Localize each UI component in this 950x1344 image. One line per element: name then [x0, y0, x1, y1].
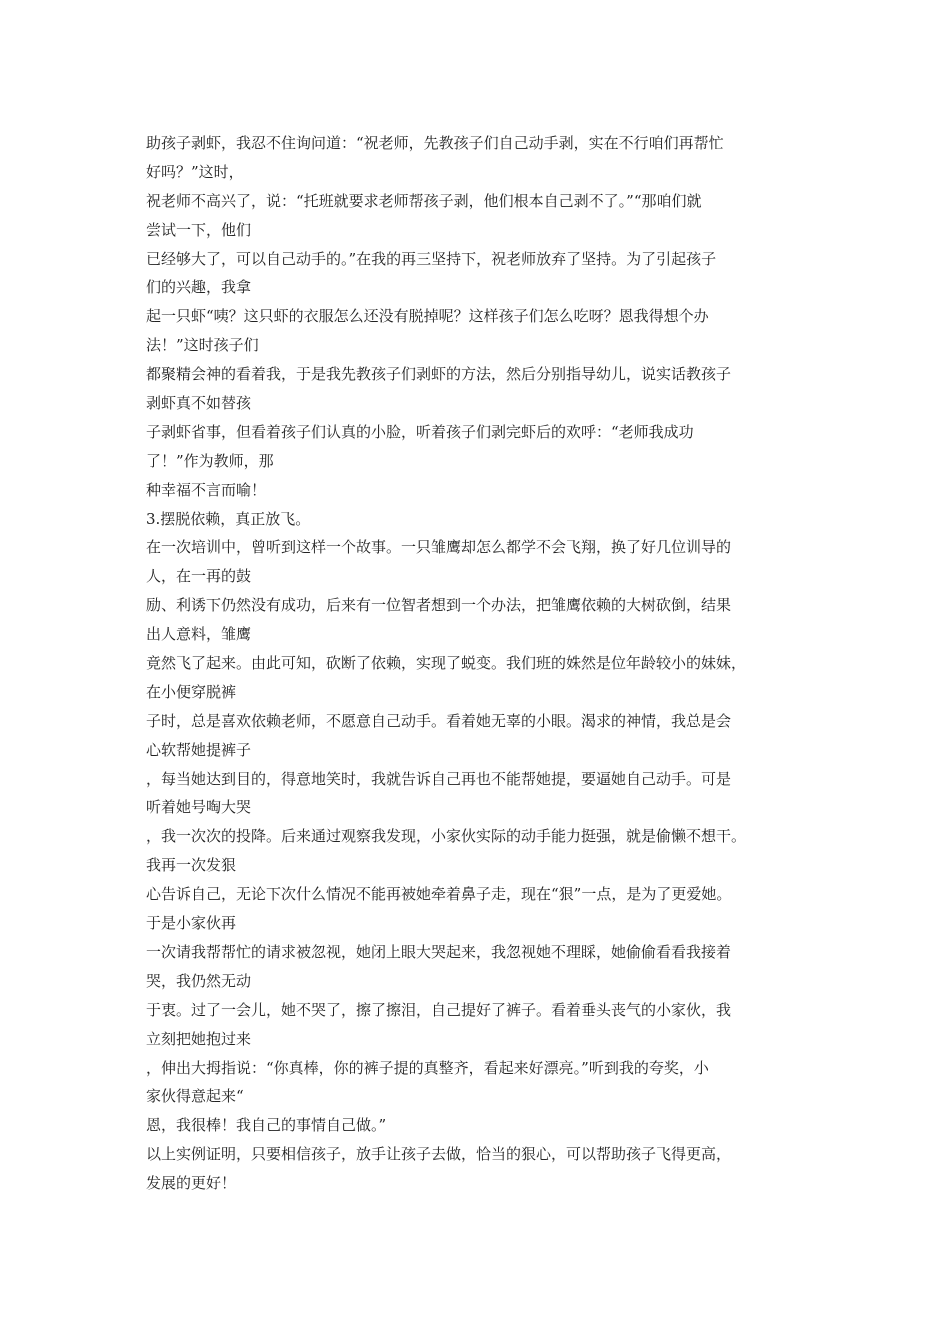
text-line: 好吗？”这时， [146, 162, 244, 181]
text-line: 子剥虾省事，但看着孩子们认真的小脸，听着孩子们剥完虾后的欢呼：“老师我成功 [146, 422, 694, 441]
body-text [146, 129, 816, 1198]
text-line: 法！”这时孩子们 [146, 336, 259, 355]
text-line: 种幸福不言而喻！ [146, 480, 267, 499]
text-line: 了！”作为教师，那 [146, 451, 274, 470]
text-line: 起一只虾“咦？这只虾的衣服怎么还没有脱掉呢？这样孩子们怎么吃呀？恩我得想个办 [146, 307, 709, 326]
text-line: 在一次培训中，曾听到这样一个故事。一只雏鹰却怎么都学不会飞翔，换了好几位训导的 [146, 538, 732, 557]
text-line: 心告诉自己，无论下次什么情况不能再被她牵着鼻子走，现在“狠”一点，是为了更爱她。 [146, 885, 732, 904]
text-line: 恩，我很棒！我自己的事情自己做。” [146, 1116, 387, 1135]
text-line: 发展的更好！ [146, 1174, 237, 1193]
text-line: 听着她号啕大哭 [146, 798, 252, 817]
text-line: 家伙得意起来“ [146, 1087, 244, 1106]
text-line: 都聚精会神的看着我，于是我先教孩子们剥虾的方法，然后分别指导幼儿，说实话教孩子 [146, 365, 732, 384]
text-line: 一次请我帮帮忙的请求被忽视，她闭上眼大哭起来，我忽视她不理睬，她偷偷看看我接着 [146, 942, 732, 961]
text-line: 立刻把她抱过来 [146, 1029, 252, 1048]
text-line: ，伸出大拇指说：“你真棒，你的裤子提的真整齐，看起来好漂亮。”听到我的夸奖，小 [146, 1058, 709, 1077]
text-line: 我再一次发狠 [146, 856, 237, 875]
text-line: 心软帮她提裤子 [146, 740, 252, 759]
text-line: 人，在一再的鼓 [146, 567, 252, 586]
text-line: 以上实例证明，只要相信孩子，放手让孩子去做，恰当的狠心，可以帮助孩子飞得更高， [146, 1145, 732, 1164]
text-line: 哭，我仍然无动 [146, 971, 252, 990]
text-line: 们的兴趣，我拿 [146, 278, 252, 297]
text-line: 助孩子剥虾，我忍不住询问道：“祝老师，先教孩子们自己动手剥，实在不行咱们再帮忙 [146, 134, 724, 152]
text-line: 剥虾真不如替孩 [146, 394, 252, 413]
text-line: 祝老师不高兴了，说：“托班就要求老师帮孩子剥，他们根本自己剥不了。”“那咱们就 [146, 191, 702, 210]
text-line: 励、利诱下仍然没有成功，后来有一位智者想到一个办法，把雏鹰依赖的大树砍倒，结果 [146, 596, 732, 615]
text-line: 子时，总是喜欢依赖老师，不愿意自己动手。看着她无辜的小眼。渴求的神情，我总是会 [146, 711, 732, 730]
text-line: 在小便穿脱裤 [146, 682, 237, 701]
text-line: 尝试一下，他们 [146, 220, 252, 239]
text-line: 于是小家伙再 [146, 914, 237, 933]
text-line: 已经够大了，可以自己动手的。”在我的再三坚持下，祝老师放弃了坚持。为了引起孩子 [146, 249, 717, 268]
text-line: 于衷。过了一会儿，她不哭了，擦了擦泪，自己提好了裤子。看着垂头丧气的小家伙，我 [146, 1000, 732, 1019]
text-line: 竟然飞了起来。由此可知，砍断了依赖，实现了蜕变。我们班的姝然是位年龄较小的妹妹， [146, 654, 747, 673]
text-line: ，每当她达到目的，得意地笑时，我就告诉自己再也不能帮她提，要逼她自己动手。可是 [146, 769, 732, 788]
text-line: 出人意料，雏鹰 [146, 625, 252, 644]
text-line: 3.摆脱依赖，真正放飞。 [146, 509, 311, 528]
text-line: ，我一次次的投降。后来通过观察我发现，小家伙实际的动手能力挺强，就是偷懒不想干。 [146, 827, 747, 846]
